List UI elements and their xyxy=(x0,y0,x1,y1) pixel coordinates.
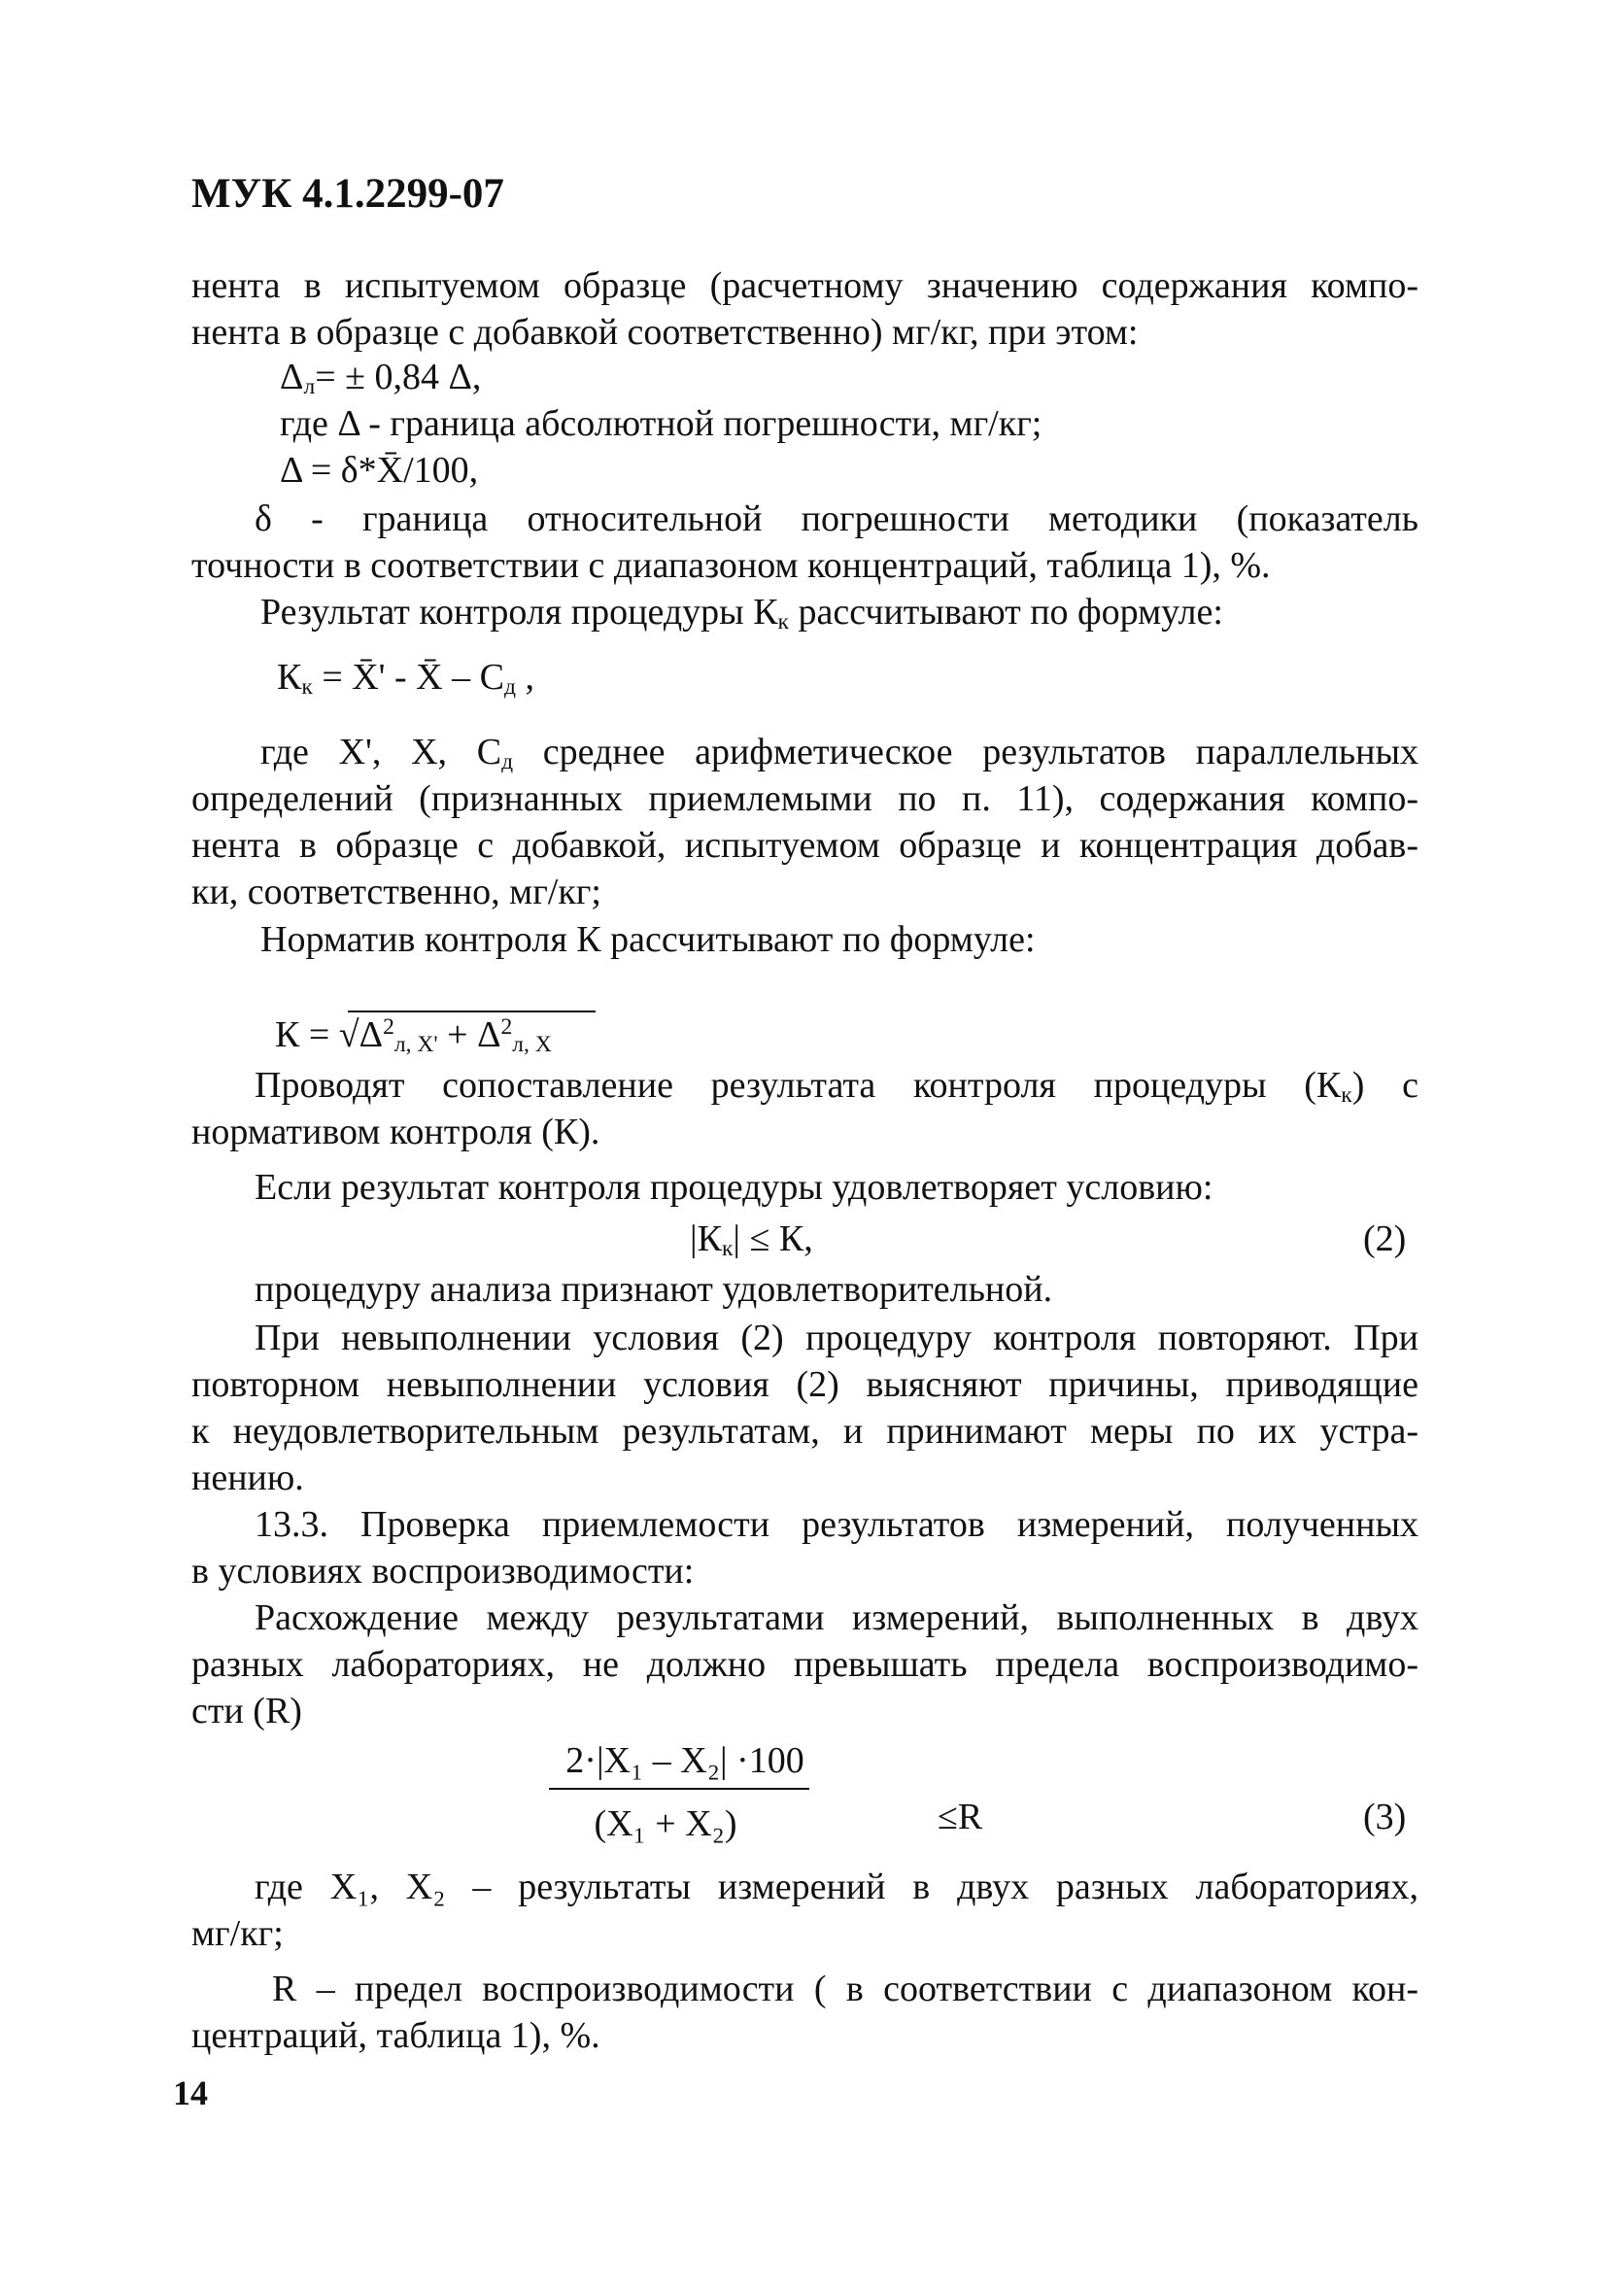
text-line: к неудовлетворительным результатам, и принимают меры по их устра- xyxy=(191,1411,1418,1452)
fraction-numerator: 2·|X₁ – X₂| ·100 xyxy=(565,1740,804,1781)
formula-delta: Δ = δ*X̄/100, xyxy=(280,450,479,491)
text-line: R – предел воспроизводимости ( в соответствии с диапазоном кон- xyxy=(272,1969,1418,2009)
relation-le-r: ≤R xyxy=(938,1797,983,1837)
formula-delta-l: $\Delta_л= \pm 0,84$ Δ, xyxy=(280,357,482,400)
text-line: разных лабораториях, не должно превышать предела воспроизводимо- xyxy=(191,1644,1418,1685)
page-number: 14 xyxy=(173,2073,208,2112)
text-line: нента в образце с добавкой соответственно) мг/кг, при этом: xyxy=(191,312,1139,353)
text-line: нению. xyxy=(191,1457,304,1498)
text-line: Если результат контроля процедуры удовлетворяет условию: xyxy=(255,1167,1213,1208)
text-line: При невыполнении условия (2) процедуру контроля повторяют. При xyxy=(255,1318,1418,1358)
formula-kk: $К_к$ = X̄' - X̄ – $С_д$ , xyxy=(277,657,534,701)
text-line: Результат контроля процедуры $К_к$ рассчитывают по формуле: xyxy=(260,592,1223,635)
text-line: мг/кг; xyxy=(191,1913,284,1954)
text-line: ки, соответственно, мг/кг; xyxy=(191,872,601,912)
text-line: нента в образце с добавкой, испытуемом образце и концентрация добав- xyxy=(191,825,1418,866)
text-line: определений (признанных приемлемыми по п. 11), содержания компо- xyxy=(191,778,1418,819)
formula-k: $К = √\Delta^2_{л, X'} + \Delta^2_{л, X}$ xyxy=(275,1014,552,1058)
text-line: где X₁, X₂ – результаты измерений в двух разных лабораториях, xyxy=(255,1867,1418,1907)
text-line: Расхождение между результатами измерений, выполненных в двух xyxy=(255,1597,1418,1638)
text-line: процедуру анализа признают удовлетворительной. xyxy=(255,1269,1053,1310)
text-line: 13.3. Проверка приемлемости результатов измерений, полученных xyxy=(255,1504,1418,1545)
text-line: Норматив контроля К рассчитывают по формуле: xyxy=(260,919,1036,960)
text-line: где X', X, $С_д$ среднее арифметическое результатов параллельных xyxy=(260,732,1418,775)
text-line: нента в испытуемом образце (расчетному значению содержания компо- xyxy=(191,265,1418,306)
text-line: центраций, таблица 1), %. xyxy=(191,2015,600,2056)
text-line: δ - граница относительной погрешности методики (показатель xyxy=(255,498,1418,539)
text-line: нормативом контроля (К). xyxy=(191,1112,600,1152)
equation-number: (2) xyxy=(1363,1218,1407,1259)
root-bar xyxy=(348,1011,596,1012)
equation-number: (3) xyxy=(1363,1797,1407,1837)
fraction-bar xyxy=(549,1788,809,1790)
text-line: повторном невыполнении условия (2) выясняют причины, приводящие xyxy=(191,1364,1418,1405)
formula-condition-2: $|К_к| \le К$, xyxy=(690,1218,813,1262)
text-line: точности в соответствии с диапазоном концентраций, таблица 1), %. xyxy=(191,545,1271,586)
text-line: в условиях воспроизводимости: xyxy=(191,1551,695,1592)
text-line: где Δ - граница абсолютной погрешности, мг/кг; xyxy=(280,403,1042,444)
document-id: МУК 4.1.2299-07 xyxy=(191,171,504,217)
text-line: сти (R) xyxy=(191,1691,302,1731)
text-line: Проводят сопоставление результата контроля процедуры $(К_к)$ с xyxy=(255,1065,1418,1109)
fraction-denominator: (X₁ + X₂) xyxy=(594,1803,737,1844)
